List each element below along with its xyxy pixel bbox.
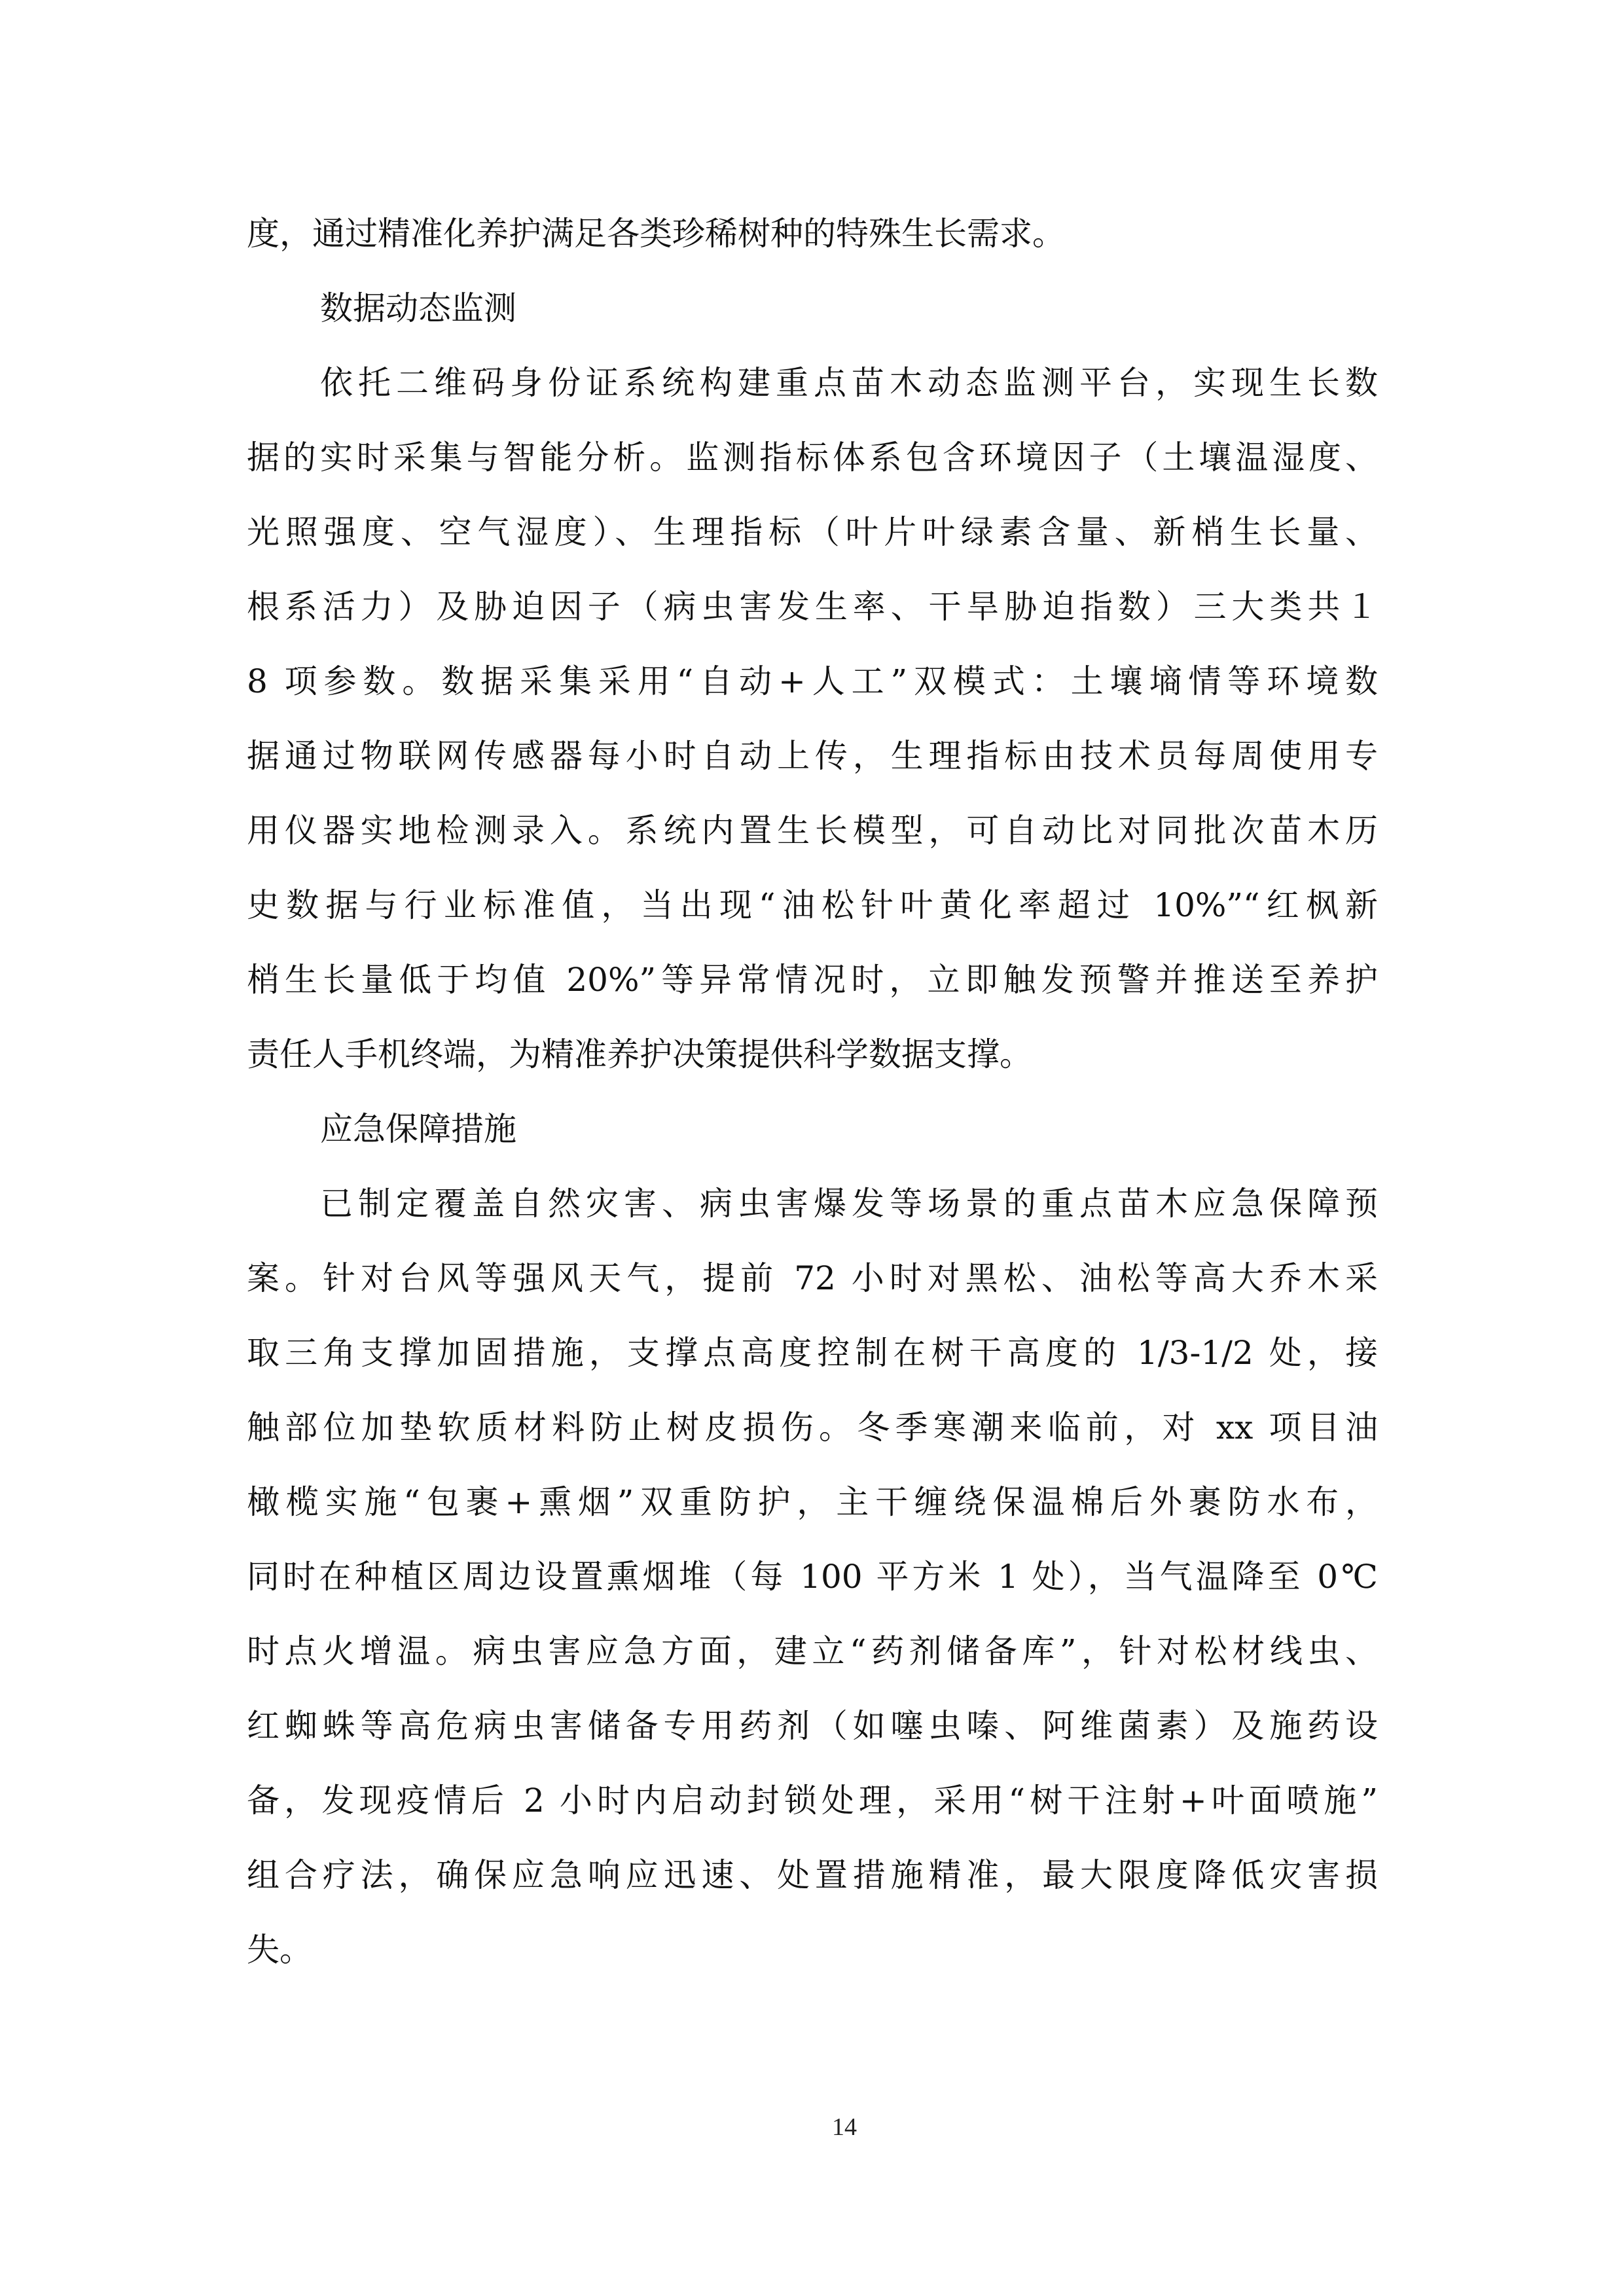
paragraph-line: 取三角支撑加固措施，支撑点高度控制在树干高度的 1/3-1/2 处，接 [247, 1334, 1378, 1372]
paragraph-line: 橄榄实施“包裹+熏烟”双重防护，主干缠绕保温棉后外裹防水布， [247, 1483, 1378, 1521]
paragraph-line: 时点火增温。病虫害应急方面，建立“药剂储备库”，针对松材线虫、 [247, 1632, 1378, 1670]
section-heading-emergency-measures: 应急保障措施 [320, 1110, 516, 1148]
paragraph-line: 备，发现疫情后 2 小时内启动封锁处理，采用“树干注射+叶面喷施” [247, 1782, 1378, 1820]
paragraph-line: 据的实时采集与智能分析。监测指标体系包含环境因子（土壤温湿度、 [247, 439, 1378, 476]
section-heading-data-monitoring: 数据动态监测 [320, 289, 516, 327]
paragraph-line: 依托二维码身份证系统构建重点苗木动态监测平台，实现生长数 [320, 364, 1378, 402]
paragraph-line: 案。针对台风等强风天气，提前 72 小时对黑松、油松等高大乔木采 [247, 1259, 1378, 1297]
paragraph-line: 责任人手机终端，为精准养护决策提供科学数据支撑。 [247, 1035, 1032, 1073]
paragraph-line: 根系活力）及胁迫因子（病虫害发生率、干旱胁迫指数）三大类共１ [247, 588, 1378, 626]
paragraph-line: 失。 [247, 1931, 312, 1969]
paragraph-line: 8 项参数。数据采集采用“自动+人工”双模式：土壤墒情等环境数 [247, 662, 1378, 700]
paragraph-line: 光照强度、空气湿度）、生理指标（叶片叶绿素含量、新梢生长量、 [247, 513, 1378, 551]
paragraph-line: 用仪器实地检测录入。系统内置生长模型，可自动比对同批次苗木历 [247, 812, 1378, 850]
paragraph-line: 红蜘蛛等高危病虫害储备专用药剂（如噻虫嗪、阿维菌素）及施药设 [247, 1707, 1378, 1745]
paragraph-line: 组合疗法，确保应急响应迅速、处置措施精准，最大限度降低灾害损 [247, 1856, 1378, 1894]
paragraph-line: 触部位加垫软质材料防止树皮损伤。冬季寒潮来临前，对 xx 项目油 [247, 1408, 1378, 1446]
body-text [247, 196, 1378, 1987]
paragraph-line: 据通过物联网传感器每小时自动上传，生理指标由技术员每周使用专 [247, 737, 1378, 775]
paragraph-line: 史数据与行业标准值，当出现“油松针叶黄化率超过 10%”“红枫新 [247, 886, 1378, 924]
page-number: 14 [832, 2113, 857, 2141]
paragraph-line: 度，通过精准化养护满足各类珍稀树种的特殊生长需求。 [247, 215, 1065, 253]
paragraph-line: 已制定覆盖自然灾害、病虫害爆发等场景的重点苗木应急保障预 [320, 1185, 1378, 1223]
paragraph-line: 同时在种植区周边设置熏烟堆（每 100 平方米 1 处），当气温降至 0℃ [247, 1558, 1378, 1596]
paragraph-line: 梢生长量低于均值 20%”等异常情况时，立即触发预警并推送至养护 [247, 961, 1378, 999]
